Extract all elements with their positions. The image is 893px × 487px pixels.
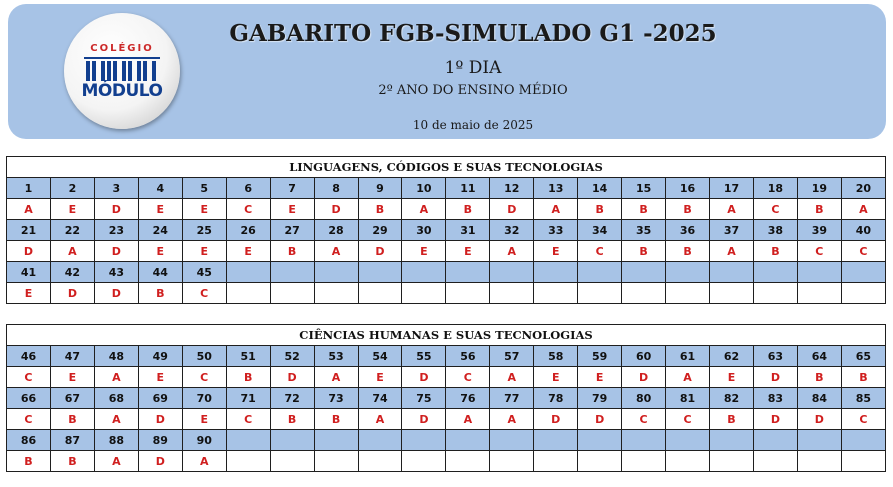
answer-letter: B — [666, 241, 710, 262]
question-number: 17 — [710, 178, 754, 199]
answer-row — [7, 283, 886, 304]
empty-cell — [622, 451, 666, 472]
empty-cell — [446, 430, 490, 451]
empty-cell — [270, 283, 314, 304]
answer-letter: D — [138, 451, 182, 472]
answer-letter: C — [7, 367, 51, 388]
empty-cell — [578, 283, 622, 304]
section-title: CIÊNCIAS HUMANAS E SUAS TECNOLOGIAS — [7, 325, 886, 346]
empty-cell — [666, 451, 710, 472]
empty-cell — [314, 430, 358, 451]
answer-letter: B — [797, 367, 841, 388]
question-number-row — [7, 220, 886, 241]
answer-letter: E — [226, 241, 270, 262]
question-number: 49 — [138, 346, 182, 367]
answer-letter: E — [534, 241, 578, 262]
answer-letter: C — [226, 199, 270, 220]
question-number: 67 — [50, 388, 94, 409]
empty-cell — [226, 283, 270, 304]
question-number: 84 — [797, 388, 841, 409]
question-number: 88 — [94, 430, 138, 451]
answer-letter: D — [622, 367, 666, 388]
exam-day: 1º DIA — [444, 58, 502, 78]
empty-cell — [358, 430, 402, 451]
empty-cell — [490, 451, 534, 472]
question-number: 57 — [490, 346, 534, 367]
question-number: 41 — [7, 262, 51, 283]
answer-letter: B — [841, 367, 885, 388]
empty-cell — [446, 262, 490, 283]
empty-cell — [666, 283, 710, 304]
answer-letter: A — [314, 367, 358, 388]
empty-cell — [841, 451, 885, 472]
question-number: 69 — [138, 388, 182, 409]
question-number: 31 — [446, 220, 490, 241]
question-number: 77 — [490, 388, 534, 409]
question-number: 38 — [753, 220, 797, 241]
empty-cell — [226, 451, 270, 472]
answer-letter: D — [270, 367, 314, 388]
empty-cell — [270, 430, 314, 451]
question-number: 2 — [50, 178, 94, 199]
answer-letter: E — [7, 283, 51, 304]
answer-letter: A — [710, 241, 754, 262]
answer-letter: E — [182, 241, 226, 262]
question-number: 29 — [358, 220, 402, 241]
empty-cell — [753, 283, 797, 304]
question-number: 42 — [50, 262, 94, 283]
question-number: 52 — [270, 346, 314, 367]
question-number: 28 — [314, 220, 358, 241]
empty-cell — [534, 262, 578, 283]
question-number: 79 — [578, 388, 622, 409]
question-number-row — [7, 346, 886, 367]
question-number: 71 — [226, 388, 270, 409]
empty-cell — [710, 262, 754, 283]
question-number: 10 — [402, 178, 446, 199]
answer-letter: E — [182, 199, 226, 220]
answer-letter: B — [666, 199, 710, 220]
answer-letter: A — [490, 409, 534, 430]
answer-letter: D — [7, 241, 51, 262]
answer-letter: E — [534, 367, 578, 388]
question-number: 37 — [710, 220, 754, 241]
question-number: 45 — [182, 262, 226, 283]
question-number: 66 — [7, 388, 51, 409]
answer-letter: C — [622, 409, 666, 430]
empty-cell — [358, 283, 402, 304]
answer-letter: A — [314, 241, 358, 262]
empty-cell — [622, 262, 666, 283]
question-number: 23 — [94, 220, 138, 241]
empty-cell — [578, 262, 622, 283]
question-number: 48 — [94, 346, 138, 367]
question-number: 50 — [182, 346, 226, 367]
answer-letter: B — [138, 283, 182, 304]
question-number: 26 — [226, 220, 270, 241]
answer-letter: A — [182, 451, 226, 472]
answer-letter: E — [182, 409, 226, 430]
question-number: 20 — [841, 178, 885, 199]
answer-row — [7, 199, 886, 220]
question-number: 81 — [666, 388, 710, 409]
empty-cell — [270, 451, 314, 472]
answer-letter: D — [94, 283, 138, 304]
answer-letter: B — [270, 241, 314, 262]
question-number: 6 — [226, 178, 270, 199]
question-number: 12 — [490, 178, 534, 199]
answer-letter: A — [7, 199, 51, 220]
answer-letter: D — [358, 241, 402, 262]
question-number: 61 — [666, 346, 710, 367]
question-number: 80 — [622, 388, 666, 409]
answer-letter: D — [94, 241, 138, 262]
question-number: 86 — [7, 430, 51, 451]
answer-letter: D — [490, 199, 534, 220]
section-title: LINGUAGENS, CÓDIGOS E SUAS TECNOLOGIAS — [7, 157, 886, 178]
answer-letter: A — [666, 367, 710, 388]
question-number: 1 — [7, 178, 51, 199]
empty-cell — [841, 283, 885, 304]
answer-letter: A — [402, 199, 446, 220]
answer-letter: A — [490, 241, 534, 262]
answer-letter: A — [358, 409, 402, 430]
empty-cell — [226, 430, 270, 451]
answer-letter: C — [753, 199, 797, 220]
question-number: 9 — [358, 178, 402, 199]
question-number: 53 — [314, 346, 358, 367]
empty-cell — [314, 451, 358, 472]
answer-letter: C — [666, 409, 710, 430]
empty-cell — [710, 283, 754, 304]
question-number: 34 — [578, 220, 622, 241]
question-number: 89 — [138, 430, 182, 451]
answer-letter: C — [226, 409, 270, 430]
answer-letter: B — [314, 409, 358, 430]
answer-letter: C — [182, 283, 226, 304]
question-number-row — [7, 430, 886, 451]
answer-letter: B — [622, 199, 666, 220]
question-number: 36 — [666, 220, 710, 241]
question-number: 74 — [358, 388, 402, 409]
empty-cell — [797, 262, 841, 283]
header-banner — [8, 4, 886, 139]
question-number: 4 — [138, 178, 182, 199]
empty-cell — [578, 451, 622, 472]
empty-cell — [797, 451, 841, 472]
question-number: 39 — [797, 220, 841, 241]
answer-letter: D — [753, 367, 797, 388]
empty-cell — [402, 430, 446, 451]
question-number-row — [7, 262, 886, 283]
empty-cell — [841, 430, 885, 451]
answer-letter: D — [314, 199, 358, 220]
answer-letter: A — [94, 451, 138, 472]
answer-letter: B — [270, 409, 314, 430]
question-number: 5 — [182, 178, 226, 199]
empty-cell — [666, 430, 710, 451]
answer-letter: A — [490, 367, 534, 388]
question-number: 70 — [182, 388, 226, 409]
question-number: 24 — [138, 220, 182, 241]
question-number: 62 — [710, 346, 754, 367]
exam-date: 10 de maio de 2025 — [412, 118, 534, 132]
answer-letter: E — [138, 199, 182, 220]
question-number: 72 — [270, 388, 314, 409]
answer-letter: A — [841, 199, 885, 220]
question-number: 73 — [314, 388, 358, 409]
empty-cell — [622, 283, 666, 304]
empty-cell — [270, 262, 314, 283]
page-title: GABARITO FGB-SIMULADO G1 -2025 — [229, 20, 717, 47]
question-number: 27 — [270, 220, 314, 241]
answer-letter: E — [710, 367, 754, 388]
answer-letter: D — [402, 367, 446, 388]
answer-letter: E — [138, 367, 182, 388]
answer-letter: D — [50, 283, 94, 304]
question-number: 7 — [270, 178, 314, 199]
empty-cell — [446, 283, 490, 304]
question-number: 83 — [753, 388, 797, 409]
empty-cell — [797, 283, 841, 304]
answer-letter: D — [138, 409, 182, 430]
answer-row — [7, 241, 886, 262]
question-number: 11 — [446, 178, 490, 199]
empty-cell — [490, 283, 534, 304]
question-number: 40 — [841, 220, 885, 241]
empty-cell — [490, 430, 534, 451]
question-number: 54 — [358, 346, 402, 367]
question-number: 78 — [534, 388, 578, 409]
question-number: 51 — [226, 346, 270, 367]
empty-cell — [710, 430, 754, 451]
empty-cell — [666, 262, 710, 283]
answer-letter: C — [841, 409, 885, 430]
answer-letter: B — [50, 451, 94, 472]
question-number: 68 — [94, 388, 138, 409]
question-number: 25 — [182, 220, 226, 241]
question-number: 33 — [534, 220, 578, 241]
question-number: 47 — [50, 346, 94, 367]
question-number: 43 — [94, 262, 138, 283]
empty-cell — [622, 430, 666, 451]
empty-cell — [402, 283, 446, 304]
answer-letter: B — [578, 199, 622, 220]
answer-letter: D — [402, 409, 446, 430]
answer-letter: D — [797, 409, 841, 430]
question-number: 15 — [622, 178, 666, 199]
answer-letter: B — [753, 241, 797, 262]
answer-letter: C — [578, 241, 622, 262]
question-number: 8 — [314, 178, 358, 199]
question-number: 58 — [534, 346, 578, 367]
answer-letter: E — [358, 367, 402, 388]
question-number: 87 — [50, 430, 94, 451]
question-number: 65 — [841, 346, 885, 367]
answer-row — [7, 451, 886, 472]
question-number: 21 — [7, 220, 51, 241]
answer-letter: B — [797, 199, 841, 220]
empty-cell — [226, 262, 270, 283]
empty-cell — [578, 430, 622, 451]
answer-letter: D — [94, 199, 138, 220]
school-logo — [64, 13, 180, 129]
answer-letter: D — [578, 409, 622, 430]
answer-letter: E — [578, 367, 622, 388]
answer-letter: C — [446, 367, 490, 388]
answer-letter: C — [841, 241, 885, 262]
answer-letter: B — [622, 241, 666, 262]
question-number: 82 — [710, 388, 754, 409]
question-number: 35 — [622, 220, 666, 241]
empty-cell — [490, 262, 534, 283]
question-number: 13 — [534, 178, 578, 199]
question-number: 44 — [138, 262, 182, 283]
logo-bottom-text: MÓDULO — [81, 81, 163, 101]
answer-letter: E — [270, 199, 314, 220]
empty-cell — [841, 262, 885, 283]
question-number-row — [7, 388, 886, 409]
question-number: 3 — [94, 178, 138, 199]
question-number: 32 — [490, 220, 534, 241]
question-number: 22 — [50, 220, 94, 241]
empty-cell — [797, 430, 841, 451]
question-number: 60 — [622, 346, 666, 367]
empty-cell — [710, 451, 754, 472]
answer-letter: E — [138, 241, 182, 262]
empty-cell — [534, 430, 578, 451]
answer-letter: C — [7, 409, 51, 430]
empty-cell — [402, 451, 446, 472]
answer-letter: C — [797, 241, 841, 262]
answer-row — [7, 367, 886, 388]
empty-cell — [358, 262, 402, 283]
empty-cell — [534, 451, 578, 472]
answer-letter: B — [226, 367, 270, 388]
question-number: 75 — [402, 388, 446, 409]
answer-letter: A — [94, 367, 138, 388]
answer-letter: A — [446, 409, 490, 430]
empty-cell — [402, 262, 446, 283]
answer-letter: B — [50, 409, 94, 430]
answer-letter: E — [50, 367, 94, 388]
empty-cell — [446, 451, 490, 472]
empty-cell — [534, 283, 578, 304]
empty-cell — [753, 262, 797, 283]
question-number: 55 — [402, 346, 446, 367]
question-number: 64 — [797, 346, 841, 367]
empty-cell — [753, 451, 797, 472]
question-number: 14 — [578, 178, 622, 199]
question-number: 59 — [578, 346, 622, 367]
empty-cell — [314, 283, 358, 304]
answer-letter: A — [534, 199, 578, 220]
grade-level: 2º ANO DO ENSINO MÉDIO — [378, 83, 568, 98]
empty-cell — [358, 451, 402, 472]
answer-letter: B — [358, 199, 402, 220]
answer-letter: A — [94, 409, 138, 430]
question-number: 30 — [402, 220, 446, 241]
question-number: 56 — [446, 346, 490, 367]
answer-letter: D — [534, 409, 578, 430]
answer-letter: E — [446, 241, 490, 262]
question-number: 63 — [753, 346, 797, 367]
answer-letter: C — [182, 367, 226, 388]
empty-cell — [753, 430, 797, 451]
question-number-row — [7, 178, 886, 199]
question-number: 85 — [841, 388, 885, 409]
logo-top-text: COLÉGIO — [90, 43, 154, 54]
answer-letter: B — [710, 409, 754, 430]
question-number: 19 — [797, 178, 841, 199]
question-number: 90 — [182, 430, 226, 451]
question-number: 76 — [446, 388, 490, 409]
answer-letter: E — [50, 199, 94, 220]
question-number: 46 — [7, 346, 51, 367]
empty-cell — [314, 262, 358, 283]
answer-letter: A — [50, 241, 94, 262]
question-number: 16 — [666, 178, 710, 199]
answer-letter: E — [402, 241, 446, 262]
question-number: 18 — [753, 178, 797, 199]
answer-letter: B — [7, 451, 51, 472]
answer-row — [7, 409, 886, 430]
answer-table-humanas — [6, 324, 886, 472]
answer-letter: A — [710, 199, 754, 220]
answer-table-linguagens — [6, 156, 886, 304]
answer-letter: D — [753, 409, 797, 430]
answer-letter: B — [446, 199, 490, 220]
